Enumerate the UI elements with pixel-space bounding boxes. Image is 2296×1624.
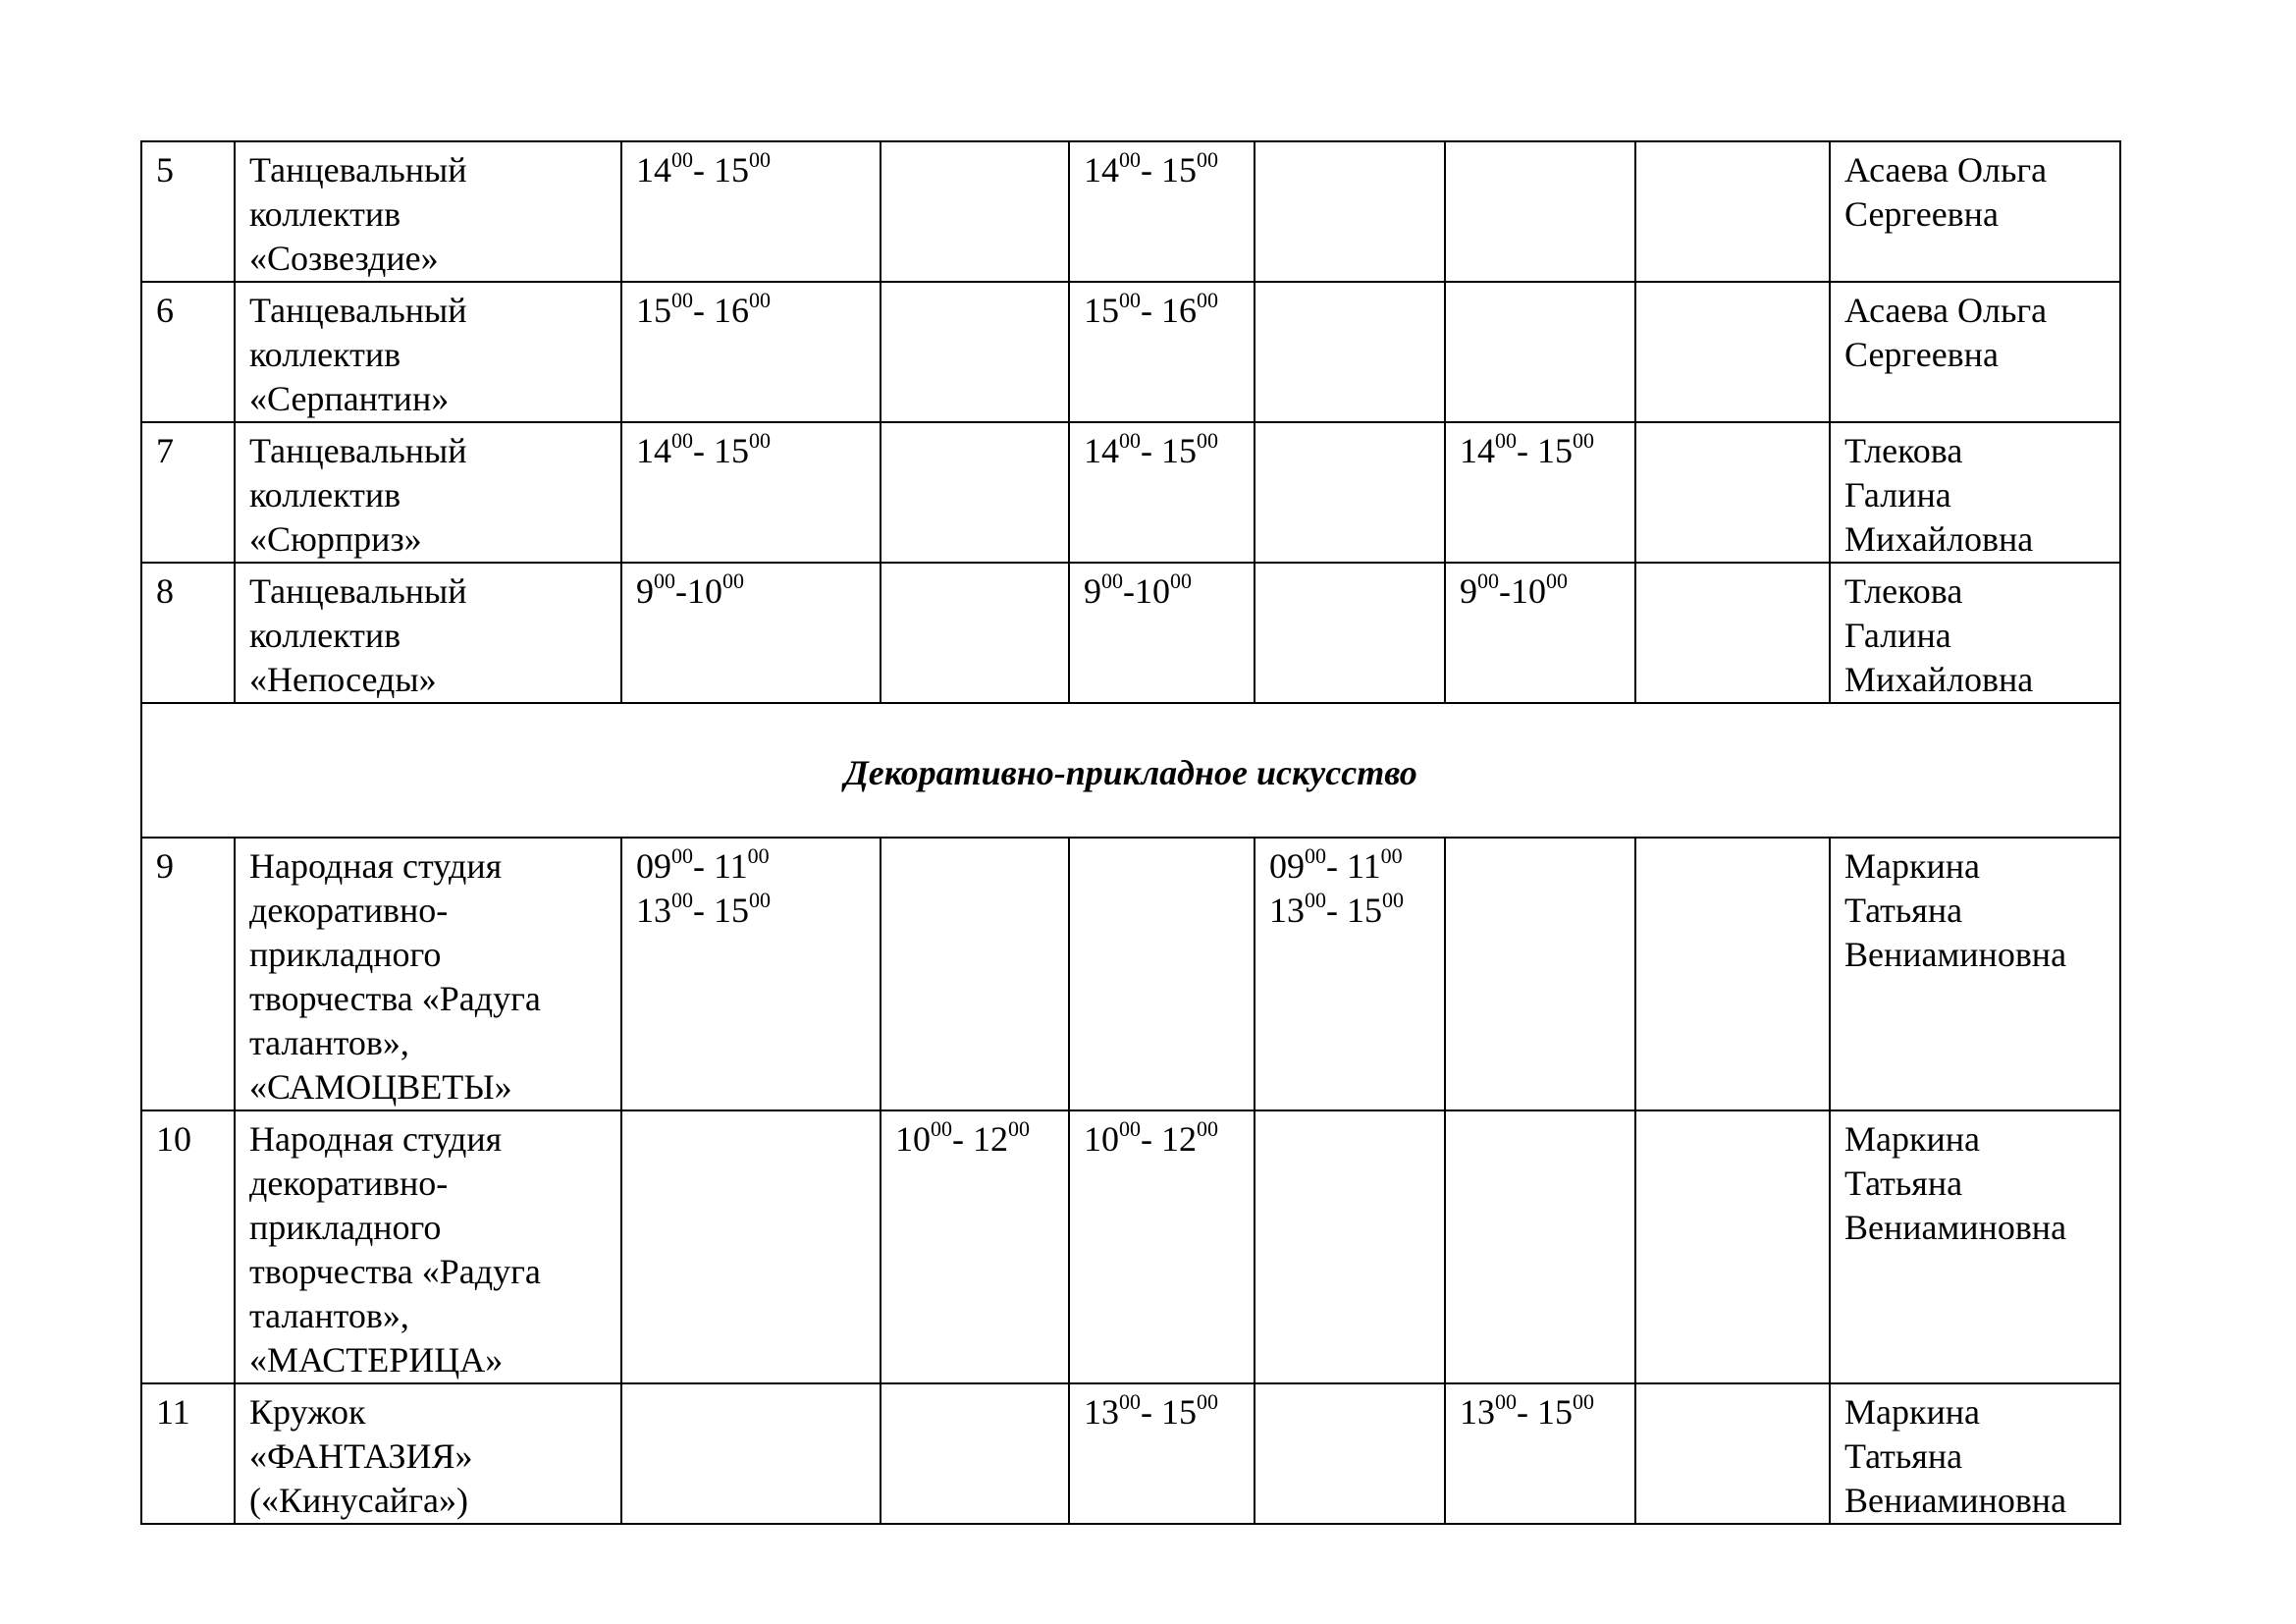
teacher-name-line: Вениаминовна — [1844, 935, 2067, 974]
time-end-hour: 11 — [714, 846, 748, 886]
row-number: 6 — [141, 282, 235, 422]
teacher-name-line: Вениаминовна — [1844, 1208, 2067, 1247]
teacher-name-line: Вениаминовна — [1844, 1481, 2067, 1520]
group-name-line: коллектив — [249, 335, 401, 374]
schedule-cell — [1069, 1383, 1255, 1524]
teacher-name — [1830, 838, 2120, 1110]
teacher-name-line: Галина — [1844, 616, 1951, 655]
teacher-name — [1830, 1110, 2120, 1383]
table-row — [141, 141, 2120, 282]
schedule-cell — [621, 141, 881, 282]
time-range — [1269, 844, 1430, 889]
group-name-line: «САМОЦВЕТЫ» — [249, 1067, 512, 1107]
schedule-cell — [1069, 838, 1255, 1110]
time-start-minutes: 00 — [1477, 568, 1499, 593]
time-range — [636, 569, 866, 614]
time-end-hour: 10 — [687, 571, 722, 611]
time-start-minutes: 00 — [671, 888, 693, 912]
time-start-minutes: 00 — [1305, 888, 1326, 912]
time-end-minutes: 00 — [1197, 428, 1218, 453]
group-name — [235, 141, 621, 282]
time-end-minutes: 00 — [1170, 568, 1192, 593]
time-start-minutes: 00 — [1119, 288, 1141, 312]
schedule-cell — [1635, 563, 1830, 703]
group-name-line: декоративно- — [249, 891, 449, 930]
schedule-cell — [621, 282, 881, 422]
time-end-minutes: 00 — [749, 888, 771, 912]
group-name — [235, 838, 621, 1110]
group-name-line: Народная студия — [249, 846, 503, 886]
schedule-cell — [621, 1110, 881, 1383]
time-separator: - — [693, 431, 714, 470]
time-start-hour: 14 — [636, 150, 671, 189]
schedule-cell — [881, 141, 1069, 282]
time-end-minutes: 00 — [1573, 1389, 1594, 1414]
group-name-line: коллектив — [249, 616, 401, 655]
time-separator: - — [1141, 150, 1161, 189]
schedule-cell — [1635, 838, 1830, 1110]
time-range — [636, 148, 866, 192]
time-separator: - — [1499, 571, 1511, 611]
time-start-minutes: 00 — [1119, 147, 1141, 172]
schedule-cell — [621, 1383, 881, 1524]
time-start-hour: 10 — [1084, 1119, 1119, 1159]
time-start-hour: 14 — [1084, 150, 1119, 189]
time-start-minutes: 00 — [671, 843, 693, 868]
time-separator: - — [693, 150, 714, 189]
teacher-name — [1830, 563, 2120, 703]
time-end-hour: 16 — [1161, 291, 1197, 330]
schedule-cell — [881, 563, 1069, 703]
time-start-hour: 13 — [1084, 1392, 1119, 1432]
time-end-hour: 15 — [1161, 431, 1197, 470]
row-number: 8 — [141, 563, 235, 703]
table-row — [141, 1110, 2120, 1383]
group-name — [235, 282, 621, 422]
schedule-cell — [1445, 141, 1635, 282]
schedule-cell — [881, 838, 1069, 1110]
group-name-line: декоративно- — [249, 1164, 449, 1203]
time-end-hour: 15 — [1347, 891, 1382, 930]
time-end-minutes: 00 — [722, 568, 744, 593]
time-start-minutes: 00 — [1119, 1389, 1141, 1414]
time-end-minutes: 00 — [749, 428, 771, 453]
teacher-name-line: Маркина — [1844, 1119, 1980, 1159]
time-end-minutes: 00 — [1197, 1389, 1218, 1414]
group-name-line: Танцевальный — [249, 150, 467, 189]
time-range — [1460, 429, 1621, 473]
time-range — [1269, 889, 1430, 933]
time-range — [636, 844, 866, 889]
time-end-minutes: 00 — [1380, 843, 1403, 868]
time-start-hour: 9 — [636, 571, 654, 611]
teacher-name — [1830, 141, 2120, 282]
schedule-cell — [1445, 1383, 1635, 1524]
teacher-name-line: Сергеевна — [1844, 335, 1999, 374]
time-end-hour: 15 — [1161, 150, 1197, 189]
time-range — [1084, 289, 1240, 333]
time-start-minutes: 00 — [1495, 428, 1517, 453]
time-separator: - — [1141, 291, 1161, 330]
time-start-hour: 09 — [636, 846, 671, 886]
time-range — [1084, 1117, 1240, 1162]
time-separator: - — [1141, 1119, 1161, 1159]
time-range — [636, 289, 866, 333]
schedule-cell — [1069, 563, 1255, 703]
time-start-hour: 13 — [1269, 891, 1305, 930]
time-end-hour: 15 — [714, 150, 749, 189]
time-start-hour: 09 — [1269, 846, 1305, 886]
section-title: Декоративно-прикладное искусство — [141, 703, 2120, 838]
schedule-cell — [1255, 282, 1445, 422]
time-end-hour: 15 — [1537, 431, 1573, 470]
schedule-cell — [1635, 282, 1830, 422]
time-end-minutes: 00 — [1197, 147, 1218, 172]
time-separator: - — [1141, 1392, 1161, 1432]
time-start-minutes: 00 — [671, 147, 693, 172]
time-start-hour: 9 — [1460, 571, 1477, 611]
time-start-hour: 15 — [1084, 291, 1119, 330]
teacher-name-line: Тлекова — [1844, 431, 1963, 470]
table-row — [141, 282, 2120, 422]
schedule-cell — [1445, 563, 1635, 703]
schedule-table — [140, 140, 2121, 1525]
schedule-cell — [1255, 422, 1445, 563]
group-name-line: «Созвездие» — [249, 239, 439, 278]
schedule-cell — [1445, 422, 1635, 563]
group-name-line: Кружок — [249, 1392, 366, 1432]
time-end-minutes: 00 — [1573, 428, 1594, 453]
time-end-hour: 12 — [973, 1119, 1008, 1159]
group-name-line: «ФАНТАЗИЯ» — [249, 1436, 473, 1476]
time-end-hour: 15 — [1537, 1392, 1573, 1432]
time-end-minutes: 00 — [1197, 1116, 1218, 1141]
time-start-minutes: 00 — [671, 288, 693, 312]
time-end-minutes: 00 — [1008, 1116, 1030, 1141]
time-start-minutes: 00 — [1101, 568, 1123, 593]
time-separator: - — [693, 891, 714, 930]
time-end-hour: 15 — [714, 431, 749, 470]
teacher-name-line: Маркина — [1844, 1392, 1980, 1432]
table-row — [141, 563, 2120, 703]
time-range — [1084, 1390, 1240, 1435]
group-name — [235, 1383, 621, 1524]
teacher-name-line: Михайловна — [1844, 660, 2034, 699]
time-start-hour: 15 — [636, 291, 671, 330]
time-separator: - — [1517, 431, 1537, 470]
teacher-name-line: Асаева Ольга — [1844, 291, 2048, 330]
time-start-hour: 9 — [1084, 571, 1101, 611]
time-separator: - — [1141, 431, 1161, 470]
time-separator: - — [952, 1119, 973, 1159]
time-end-minutes: 00 — [749, 288, 771, 312]
schedule-cell — [1445, 282, 1635, 422]
table-row — [141, 422, 2120, 563]
time-end-minutes: 00 — [749, 147, 771, 172]
time-range — [1460, 569, 1621, 614]
group-name-line: Народная студия — [249, 1119, 503, 1159]
time-separator: - — [693, 846, 714, 886]
group-name — [235, 1110, 621, 1383]
group-name-line: («Кинусайга») — [249, 1481, 468, 1520]
teacher-name-line: Маркина — [1844, 846, 1980, 886]
group-name-line: прикладного — [249, 1208, 442, 1247]
group-name-line: Танцевальный — [249, 571, 467, 611]
schedule-cell — [1255, 1110, 1445, 1383]
row-number: 10 — [141, 1110, 235, 1383]
time-start-minutes: 00 — [671, 428, 693, 453]
schedule-cell — [621, 563, 881, 703]
row-number: 5 — [141, 141, 235, 282]
group-name-line: творчества «Радуга — [249, 1252, 541, 1291]
time-end-hour: 10 — [1135, 571, 1170, 611]
time-end-hour: 11 — [1347, 846, 1381, 886]
group-name-line: «Непоседы» — [249, 660, 437, 699]
schedule-cell — [881, 1110, 1069, 1383]
time-start-hour: 14 — [1460, 431, 1495, 470]
schedule-cell — [1069, 141, 1255, 282]
time-range — [895, 1117, 1054, 1162]
schedule-cell — [1255, 838, 1445, 1110]
time-end-minutes: 00 — [1546, 568, 1568, 593]
group-name — [235, 563, 621, 703]
group-name-line: талантов», — [249, 1296, 409, 1335]
time-end-minutes: 00 — [747, 843, 770, 868]
time-start-hour: 13 — [636, 891, 671, 930]
teacher-name-line: Татьяна — [1844, 891, 1963, 930]
schedule-cell — [621, 838, 881, 1110]
time-separator: - — [693, 291, 714, 330]
time-range — [636, 429, 866, 473]
time-start-minutes: 00 — [1119, 1116, 1141, 1141]
group-name-line: творчества «Радуга — [249, 979, 541, 1018]
schedule-cell — [1255, 141, 1445, 282]
time-range — [636, 889, 866, 933]
teacher-name-line: Татьяна — [1844, 1436, 1963, 1476]
group-name — [235, 422, 621, 563]
group-name-line: прикладного — [249, 935, 442, 974]
teacher-name — [1830, 1383, 2120, 1524]
time-start-hour: 10 — [895, 1119, 931, 1159]
time-separator: - — [1123, 571, 1135, 611]
teacher-name-line: Михайловна — [1844, 519, 2034, 559]
row-number: 11 — [141, 1383, 235, 1524]
schedule-cell — [1255, 563, 1445, 703]
time-range — [1084, 569, 1240, 614]
time-start-minutes: 00 — [1305, 843, 1326, 868]
row-number: 9 — [141, 838, 235, 1110]
time-end-hour: 15 — [1161, 1392, 1197, 1432]
schedule-cell — [1635, 1110, 1830, 1383]
group-name-line: коллектив — [249, 475, 401, 514]
time-range — [1084, 148, 1240, 192]
time-start-hour: 14 — [636, 431, 671, 470]
teacher-name — [1830, 282, 2120, 422]
table-row — [141, 1383, 2120, 1524]
time-end-hour: 10 — [1511, 571, 1546, 611]
schedule-cell — [881, 1383, 1069, 1524]
group-name-line: талантов», — [249, 1023, 409, 1062]
time-end-minutes: 00 — [1382, 888, 1404, 912]
section-row — [141, 703, 2120, 838]
time-range — [1084, 429, 1240, 473]
group-name-line: «Серпантин» — [249, 379, 450, 418]
time-end-hour: 16 — [714, 291, 749, 330]
time-separator: - — [675, 571, 687, 611]
schedule-cell — [881, 282, 1069, 422]
schedule-cell — [1255, 1383, 1445, 1524]
teacher-name-line: Асаева Ольга — [1844, 150, 2048, 189]
group-name-line: «МАСТЕРИЦА» — [249, 1340, 504, 1380]
group-name-line: «Сюрприз» — [249, 519, 422, 559]
schedule-cell — [1635, 422, 1830, 563]
teacher-name-line: Сергеевна — [1844, 194, 1999, 234]
schedule-cell — [1635, 1383, 1830, 1524]
teacher-name-line: Тлекова — [1844, 571, 1963, 611]
time-start-minutes: 00 — [1495, 1389, 1517, 1414]
group-name-line: Танцевальный — [249, 431, 467, 470]
schedule-cell — [621, 422, 881, 563]
time-start-minutes: 00 — [931, 1116, 952, 1141]
schedule-cell — [1069, 422, 1255, 563]
time-separator: - — [1326, 846, 1347, 886]
time-separator: - — [1517, 1392, 1537, 1432]
time-end-hour: 15 — [714, 891, 749, 930]
time-separator: - — [1326, 891, 1347, 930]
time-start-hour: 13 — [1460, 1392, 1495, 1432]
table-row — [141, 838, 2120, 1110]
schedule-cell — [1635, 141, 1830, 282]
row-number: 7 — [141, 422, 235, 563]
teacher-name-line: Татьяна — [1844, 1164, 1963, 1203]
time-range — [1460, 1390, 1621, 1435]
schedule-cell — [1445, 838, 1635, 1110]
schedule-cell — [1069, 1110, 1255, 1383]
group-name-line: коллектив — [249, 194, 401, 234]
schedule-cell — [1445, 1110, 1635, 1383]
teacher-name-line: Галина — [1844, 475, 1951, 514]
time-start-minutes: 00 — [654, 568, 675, 593]
group-name-line: Танцевальный — [249, 291, 467, 330]
schedule-cell — [1069, 282, 1255, 422]
schedule-cell — [881, 422, 1069, 563]
time-end-minutes: 00 — [1197, 288, 1218, 312]
time-start-minutes: 00 — [1119, 428, 1141, 453]
teacher-name — [1830, 422, 2120, 563]
time-end-hour: 12 — [1161, 1119, 1197, 1159]
time-start-hour: 14 — [1084, 431, 1119, 470]
